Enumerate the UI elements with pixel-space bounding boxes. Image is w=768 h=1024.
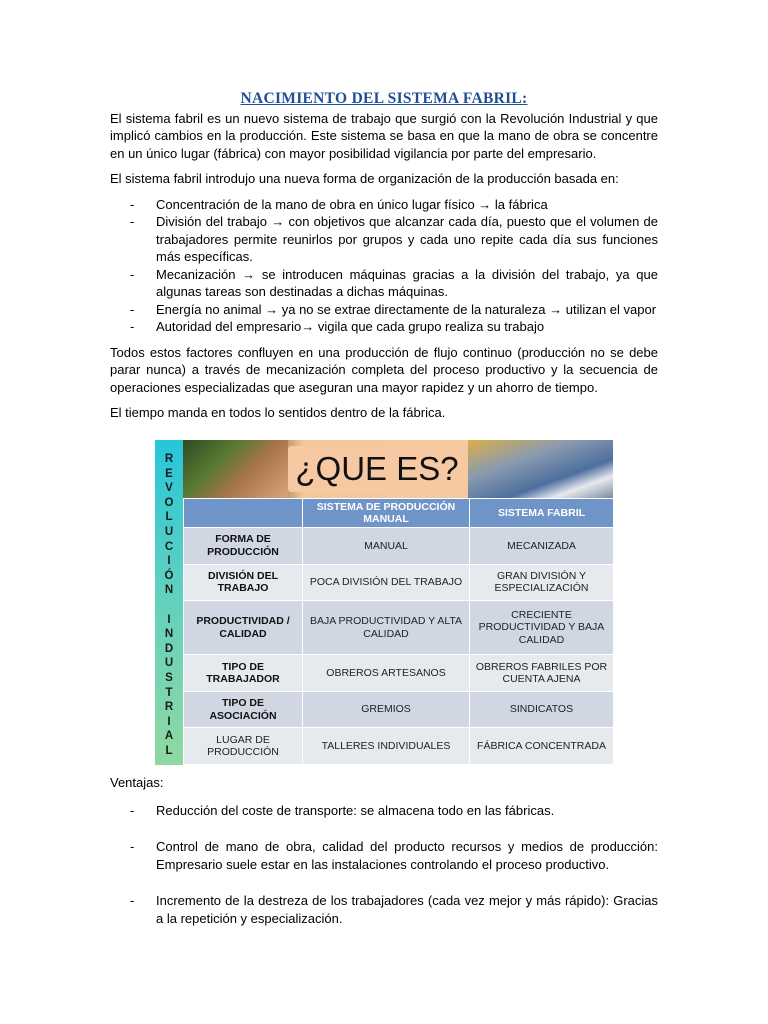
fabril-cell: MECANIZADA (470, 528, 614, 565)
figure-banner (183, 440, 613, 498)
dash-marker: - (130, 196, 135, 212)
dash-marker: - (130, 839, 135, 854)
column-header-manual: SISTEMA DE PRODUCCIÓN MANUAL (303, 499, 470, 528)
list-item: - Control de mano de obra, calidad del producto recursos y medios de producción: Empresario suele estar en las instalaciones controlando el proceso productivo. (130, 839, 658, 872)
table-row (184, 601, 614, 655)
dash-marker: - (130, 214, 135, 229)
row-label: TIPO DE TRABAJADOR (184, 655, 303, 692)
banner-title: ¿QUE ES? (295, 450, 459, 487)
fabril-cell: SINDICATOS (470, 691, 614, 728)
artisan-photo (183, 440, 288, 498)
table-row (184, 655, 614, 692)
comparison-table (183, 498, 614, 765)
list-item: - Mecanización → se introducen máquinas gracias a la división del trabajo, ya que algunas tareas son destinadas a dichas máquinas. (130, 266, 658, 299)
table-row (184, 528, 614, 565)
feature-list (110, 196, 658, 336)
lead-paragraph: El sistema fabril introdujo una nueva forma de organización de la producción basada en: (110, 171, 619, 186)
list-item: - Concentración de la mano de obra en único lugar físico → la fábrica (130, 196, 548, 212)
dash-marker: - (130, 802, 135, 818)
side-bar-letters: R E V O L U C I Ó N I N D U S T R I A L (164, 453, 174, 757)
fabril-cell: OBREROS FABRILES POR CUENTA AJENA (470, 655, 614, 692)
list-item: - Autoridad del empresario→ vigila que cada grupo realiza su trabajo (130, 319, 545, 334)
dash-marker: - (130, 893, 135, 908)
manual-cell: MANUAL (303, 528, 470, 565)
list-item: - Incremento de la destreza de los trabajadores (cada vez mejor y más rápido): Gracias a la repetición y especialización. (130, 893, 658, 926)
list-item: - Reducción del coste de transporte: se almacena todo en las fábricas. (130, 802, 555, 818)
comparison-figure (155, 440, 613, 765)
list-item: - Energía no animal → ya no se extrae directamente de la naturaleza → utilizan el vapor (130, 301, 657, 317)
flow-paragraph: Todos estos factores confluyen en una producción de flujo continuo (producción no se debe parar nunca) a través de mecanización completa del proceso productivo y la secuencia de operaciones especializadas que aseguran una mayor rapidez y un ahorro de tiempo. (110, 344, 658, 395)
dash-marker: - (130, 266, 135, 282)
column-header-fabril: SISTEMA FABRIL (470, 499, 614, 528)
time-paragraph: El tiempo manda en todos lo sentidos dentro de la fábrica. (110, 405, 446, 420)
page-title: NACIMIENTO DEL SISTEMA FABRIL: (240, 90, 528, 107)
fabril-cell: CRECIENTE PRODUCTIVIDAD Y BAJA CALIDAD (470, 601, 614, 655)
row-label: PRODUCTIVIDAD / CALIDAD (184, 601, 303, 655)
manual-cell: GREMIOS (303, 691, 470, 728)
dash-marker: - (130, 301, 135, 317)
table-row (184, 564, 614, 601)
factory-photo (468, 440, 613, 498)
list-item: - División del trabajo → con objetivos que alcanzar cada día, puesto que el volumen de trabajadores permite reunirlos por grupos y cada uno repite cada día sus funciones más específicas. (130, 214, 658, 264)
table-row (184, 728, 614, 765)
document-body (110, 90, 658, 430)
manual-cell: TALLERES INDIVIDUALES (303, 728, 470, 765)
row-label: FORMA DE PRODUCCIÓN (184, 528, 303, 565)
advantages-heading: Ventajas: (110, 775, 164, 790)
manual-cell: POCA DIVISIÓN DEL TRABAJO (303, 564, 470, 601)
row-label: DIVISIÓN DEL TRABAJO (184, 564, 303, 601)
advantages-list (110, 802, 658, 928)
row-label: LUGAR DE PRODUCCIÓN (184, 728, 303, 765)
fabril-cell: FÁBRICA CONCENTRADA (470, 728, 614, 765)
fabril-cell: GRAN DIVISIÓN Y ESPECIALIZACIÓN (470, 564, 614, 601)
manual-cell: BAJA PRODUCTIVIDAD Y ALTA CALIDAD (303, 601, 470, 655)
table-header-row (184, 499, 614, 528)
intro-paragraph: El sistema fabril es un nuevo sistema de trabajo que surgió con la Revolución Industrial y que implicó cambios en la producción. Este sistema se basa en que la mano de obra se concentre en un único lugar (fábrica) con mayor posibilidad vigilancia por parte del empresario. (110, 110, 658, 161)
revolucion-industrial-side-bar (155, 440, 183, 765)
row-label: TIPO DE ASOCIACIÓN (184, 691, 303, 728)
advantages-section (110, 774, 658, 946)
column-header (184, 499, 303, 528)
manual-cell: OBREROS ARTESANOS (303, 655, 470, 692)
dash-marker: - (130, 319, 135, 334)
table-row (184, 691, 614, 728)
